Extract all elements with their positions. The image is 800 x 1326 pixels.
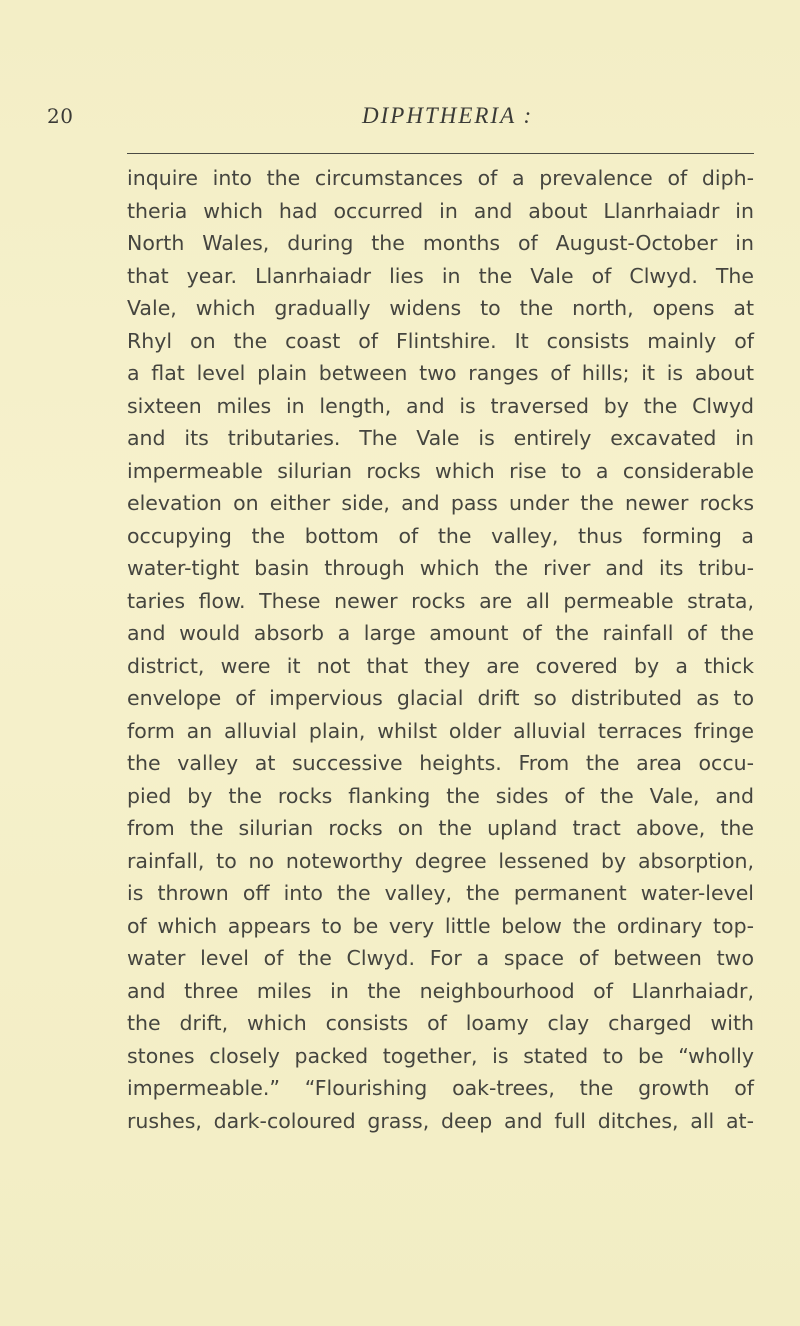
text-line: sixteen miles in length, and is traversed by the Clwyd — [127, 393, 754, 418]
text-line: envelope of impervious glacial drift so distributed as to — [127, 686, 754, 710]
page-header — [0, 94, 800, 134]
text-line: is thrown off into the valley, the permanent water-level — [127, 881, 754, 905]
text-line: form an alluvial plain, whilst older alluvial terraces fringe — [127, 718, 754, 743]
text-line: the drift, which consists of loamy clay charged with — [127, 1011, 754, 1035]
running-head: DIPHTHERIA : — [362, 103, 534, 128]
text-line: rushes, dark-coloured grass, deep and full ditches, all at- — [127, 1108, 754, 1133]
body-text — [127, 162, 754, 1137]
text-line: district, were it not that they are covered by a thick — [127, 653, 754, 678]
text-line: Rhyl on the coast of Flintshire. It consists mainly of — [127, 328, 754, 353]
text-line: pied by the rocks flanking the sides of the Vale, and — [127, 783, 754, 808]
text-line: and its tributaries. The Vale is entirely excavated in — [127, 426, 754, 450]
text-line: impermeable silurian rocks which rise to a considerable — [127, 458, 754, 483]
text-line: that year. Llanrhaiadr lies in the Vale of Clwyd. The — [127, 263, 754, 288]
text-line: occupying the bottom of the valley, thus forming a — [127, 523, 754, 548]
text-line: the valley at successive heights. From the area occu- — [127, 751, 754, 775]
page-number: 20 — [47, 104, 74, 128]
text-line: a flat level plain between two ranges of hills; it is about — [127, 361, 754, 385]
text-line: elevation on either side, and pass under the newer rocks — [127, 491, 754, 515]
text-line: water level of the Clwyd. For a space of between two — [127, 946, 754, 970]
text-line: and three miles in the neighbourhood of Llanrhaiadr, — [127, 978, 754, 1003]
text-line: water-tight basin through which the river and its tribu- — [127, 556, 754, 580]
header-rule — [127, 153, 754, 154]
text-line: Vale, which gradually widens to the north, opens at — [127, 296, 754, 320]
text-line: inquire into the circumstances of a prevalence of diph- — [127, 166, 754, 190]
text-line: from the silurian rocks on the upland tract above, the — [127, 816, 754, 840]
text-line: and would absorb a large amount of the rainfall of the — [127, 621, 754, 645]
text-line: impermeable.” “Flourishing oak-trees, the growth of — [127, 1076, 754, 1100]
text-line: taries flow. These newer rocks are all permeable strata, — [127, 588, 754, 613]
text-line: stones closely packed together, is stated to be “wholly — [127, 1043, 754, 1068]
text-line: North Wales, during the months of August-October in — [127, 231, 754, 255]
text-line: of which appears to be very little below the ordinary top- — [127, 913, 754, 938]
text-line: theria which had occurred in and about Llanrhaiadr in — [127, 198, 754, 223]
text-line: rainfall, to no noteworthy degree lessened by absorption, — [127, 848, 754, 873]
